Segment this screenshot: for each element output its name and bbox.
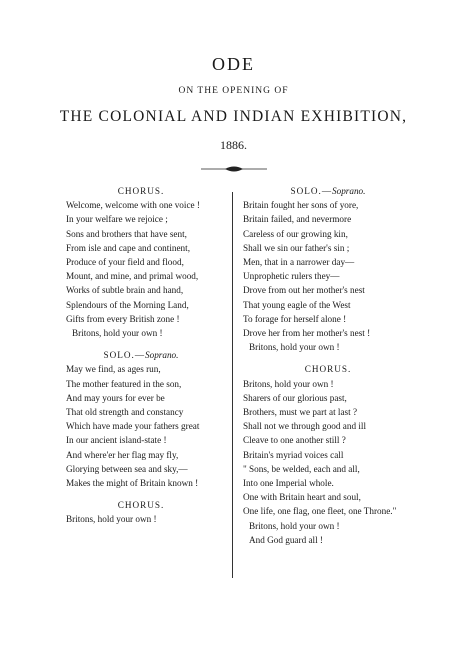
verse-line: Splendours of the Morning Land, <box>66 299 189 310</box>
verse-line: One life, one flag, one fleet, one Throne." <box>243 506 397 517</box>
verse-line: In your welfare we rejoice ; <box>66 214 168 225</box>
verse-line: That young eagle of the West <box>243 299 351 310</box>
verse-line: Drove her from her mother's nest ! <box>243 328 371 339</box>
verse-line: Shall not we through good and ill <box>243 421 366 432</box>
verse-line: Sharers of our glorious past, <box>243 392 347 403</box>
verse-line: That old strength and constancy <box>66 407 184 418</box>
left-column <box>66 184 216 527</box>
verse-line: Britain fought her sons of yore, <box>243 200 359 211</box>
refrain-line: And God guard all ! <box>249 534 323 545</box>
verse-line: One with Britain heart and soul, <box>243 492 361 503</box>
refrain-line: Britons, hold your own ! <box>249 520 340 531</box>
verse-line: The mother featured in the son, <box>66 378 182 389</box>
verse-line: Drove from out her mother's nest <box>243 285 365 296</box>
verse-line: And where'er her flag may fly, <box>66 449 179 460</box>
verse-line: Careless of our growing kin, <box>243 228 348 239</box>
column-divider <box>232 192 233 578</box>
solo-heading: SOLO.—Soprano. <box>290 186 366 196</box>
ornament-divider-icon <box>201 164 267 174</box>
verse-line: Welcome, welcome with one voice ! <box>66 200 200 211</box>
verse-line: " Sons, be welded, each and all, <box>243 463 360 474</box>
verse-line: Britain failed, and nevermore <box>243 214 352 225</box>
verse-line: Which have made your fathers great <box>66 421 200 432</box>
right-column <box>243 184 413 547</box>
verse-line: May we find, as ages run, <box>66 364 161 375</box>
verse-line: Unprophetic rulers they— <box>243 271 340 282</box>
chorus-heading: CHORUS. <box>304 364 352 375</box>
refrain-line: Britons, hold your own ! <box>249 342 340 353</box>
verse-line: And may yours for ever be <box>66 392 165 403</box>
verse-line: Into one Imperial whole. <box>243 478 334 489</box>
verse-line: Gifts from every British zone ! <box>66 313 180 324</box>
verse-line: Mount, and mine, and primal wood, <box>66 271 199 282</box>
page-title: ODE <box>212 54 255 74</box>
verse-line: Britons, hold your own ! <box>66 514 157 525</box>
verse-line: Makes the might of Britain known ! <box>66 478 199 489</box>
solo-heading: SOLO.—Soprano. <box>103 350 179 361</box>
verse-line: From isle and cape and continent, <box>66 242 190 253</box>
verse-line: Works of subtle brain and hand, <box>66 285 184 296</box>
chorus-heading: CHORUS. <box>117 500 165 511</box>
chorus-heading: CHORUS. <box>117 186 165 196</box>
verse-line: Britain's myriad voices call <box>243 449 344 460</box>
verse-line: Cleave to one another still ? <box>243 435 346 446</box>
verse-line: Men, that in a narrower day— <box>243 257 355 268</box>
verse-line: Produce of your field and flood, <box>66 257 184 268</box>
verse-line: In our ancient island-state ! <box>66 435 167 446</box>
verse-line: To forage for herself alone ! <box>243 313 347 324</box>
year: 1886. <box>220 138 247 152</box>
verse-line: Glorying between sea and sky,— <box>66 463 188 474</box>
verse-line: Brothers, must we part at last ? <box>243 407 358 418</box>
occasion-line: ON THE OPENING OF <box>178 86 289 96</box>
verse-line: Sons and brothers that have sent, <box>66 228 187 239</box>
verse-line: Shall we sin our father's sin ; <box>243 242 350 253</box>
exhibition-title: THE COLONIAL AND INDIAN EXHIBITION, <box>59 108 408 125</box>
refrain-line: Britons, hold your own ! <box>72 328 163 339</box>
verse-line: Britons, hold your own ! <box>243 378 334 389</box>
